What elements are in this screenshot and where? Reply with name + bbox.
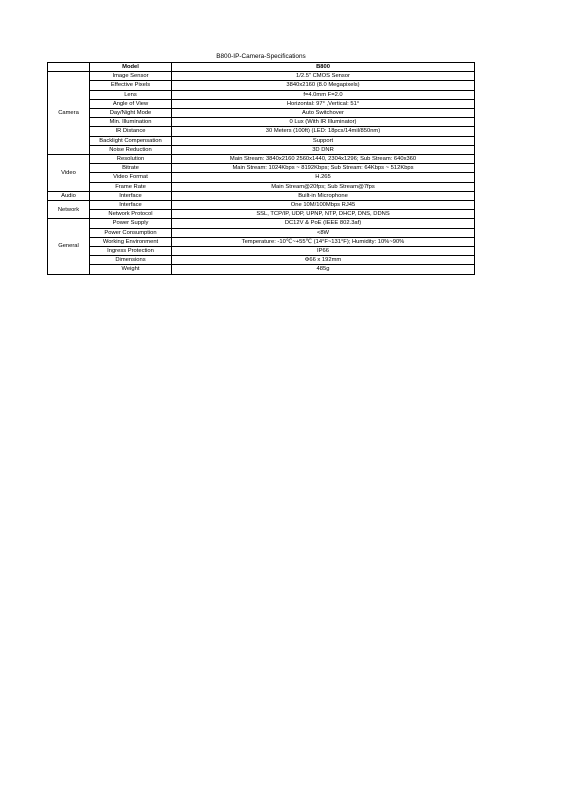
- table-row: [48, 219, 475, 228]
- table-row: [48, 127, 475, 136]
- table-row: [48, 72, 475, 81]
- spec-value-cell: Support: [172, 136, 475, 145]
- spec-label-cell: Power Supply: [90, 219, 172, 228]
- spec-label-cell: Working Environment: [90, 237, 172, 246]
- spec-label-cell: Resolution: [90, 155, 172, 164]
- spec-label-cell: Frame Rate: [90, 182, 172, 191]
- header-model-value: B800: [172, 63, 475, 72]
- table-row: [48, 265, 475, 274]
- category-cell: Audio: [48, 191, 90, 200]
- spec-value-cell: Auto Switchover: [172, 109, 475, 118]
- category-cell: General: [48, 219, 90, 274]
- table-row: [48, 99, 475, 108]
- spec-value-cell: Main Stream: 1024Kbps ~ 8192Kbps; Sub Stream: 64Kbps ~ 512Kbps: [172, 164, 475, 173]
- spec-label-cell: Image Sensor: [90, 72, 172, 81]
- spec-value-cell: Temperature: -10℃~+55℃ (14°F~131°F); Humidity: 10%~90%: [172, 237, 475, 246]
- spec-label-cell: Noise Reduction: [90, 145, 172, 154]
- spec-label-cell: Lens: [90, 90, 172, 99]
- spec-label-cell: Backlight Compensation: [90, 136, 172, 145]
- category-cell: Video: [48, 155, 90, 192]
- category-cell: Network: [48, 201, 90, 219]
- spec-label-cell: Dimensions: [90, 256, 172, 265]
- spec-value-cell: 3D DNR: [172, 145, 475, 154]
- spec-label-cell: Network Protocol: [90, 210, 172, 219]
- spec-value-cell: IP66: [172, 247, 475, 256]
- spec-label-cell: IR Distance: [90, 127, 172, 136]
- spec-value-cell: Φ66 x 192mm: [172, 256, 475, 265]
- table-row: [48, 164, 475, 173]
- spec-value-cell: H.265: [172, 173, 475, 182]
- spec-value-cell: Main Stream@20fps; Sub Stream@7fps: [172, 182, 475, 191]
- spec-value-cell: DC12V & PoE (IEEE 802.3af): [172, 219, 475, 228]
- spec-value-cell: <8W: [172, 228, 475, 237]
- spec-value-cell: Built-in Microphone: [172, 191, 475, 200]
- spec-value-cell: f=4.0mm F=2.0: [172, 90, 475, 99]
- document-title: B800-IP-Camera-Specifications: [216, 53, 306, 60]
- table-row: [48, 237, 475, 246]
- table-row: [48, 210, 475, 219]
- spec-value-cell: 1/2.5" CMOS Sensor: [172, 72, 475, 81]
- table-row: [48, 155, 475, 164]
- table-row: [48, 247, 475, 256]
- spec-value-cell: SSL, TCP/IP, UDP, UPNP, NTP, DHCP, DNS, DDNS: [172, 210, 475, 219]
- table-header-row: [48, 63, 475, 72]
- spec-label-cell: Angle of View: [90, 99, 172, 108]
- spec-label-cell: Weight: [90, 265, 172, 274]
- table-row: [48, 191, 475, 200]
- spec-label-cell: Bitrate: [90, 164, 172, 173]
- table-row: [48, 256, 475, 265]
- table-row: [48, 182, 475, 191]
- table-row: [48, 136, 475, 145]
- spec-value-cell: 30 Meters (100ft) (LED: 18pcs/14mil/850nm): [172, 127, 475, 136]
- specification-table: [47, 62, 475, 275]
- table-row: [48, 228, 475, 237]
- specification-table-body: [48, 72, 475, 274]
- table-row: [48, 173, 475, 182]
- table-row: [48, 201, 475, 210]
- category-cell: Camera: [48, 72, 90, 155]
- spec-label-cell: Interface: [90, 191, 172, 200]
- spec-value-cell: 3840x2160 (8.0 Megapixels): [172, 81, 475, 90]
- spec-value-cell: One 10M/100Mbps RJ45: [172, 201, 475, 210]
- spec-label-cell: Day/Night Mode: [90, 109, 172, 118]
- header-model-label: Model: [90, 63, 172, 72]
- spec-label-cell: Video Format: [90, 173, 172, 182]
- table-row: [48, 90, 475, 99]
- spec-label-cell: Effective Pixels: [90, 81, 172, 90]
- spec-value-cell: Main Stream: 3840x2160 2560x1440, 2304x1296; Sub Stream: 640x360: [172, 155, 475, 164]
- spec-value-cell: Horizontal: 97° ,Vertical: 51°: [172, 99, 475, 108]
- spec-label-cell: Ingress Protection: [90, 247, 172, 256]
- spec-value-cell: 485g: [172, 265, 475, 274]
- spec-label-cell: Min. Illumination: [90, 118, 172, 127]
- header-empty-cell: [48, 63, 90, 72]
- table-row: [48, 145, 475, 154]
- table-row: [48, 118, 475, 127]
- spec-label-cell: Power Consumption: [90, 228, 172, 237]
- spec-value-cell: 0 Lux (With IR Illuminator): [172, 118, 475, 127]
- table-row: [48, 81, 475, 90]
- spec-label-cell: Interface: [90, 201, 172, 210]
- table-row: [48, 109, 475, 118]
